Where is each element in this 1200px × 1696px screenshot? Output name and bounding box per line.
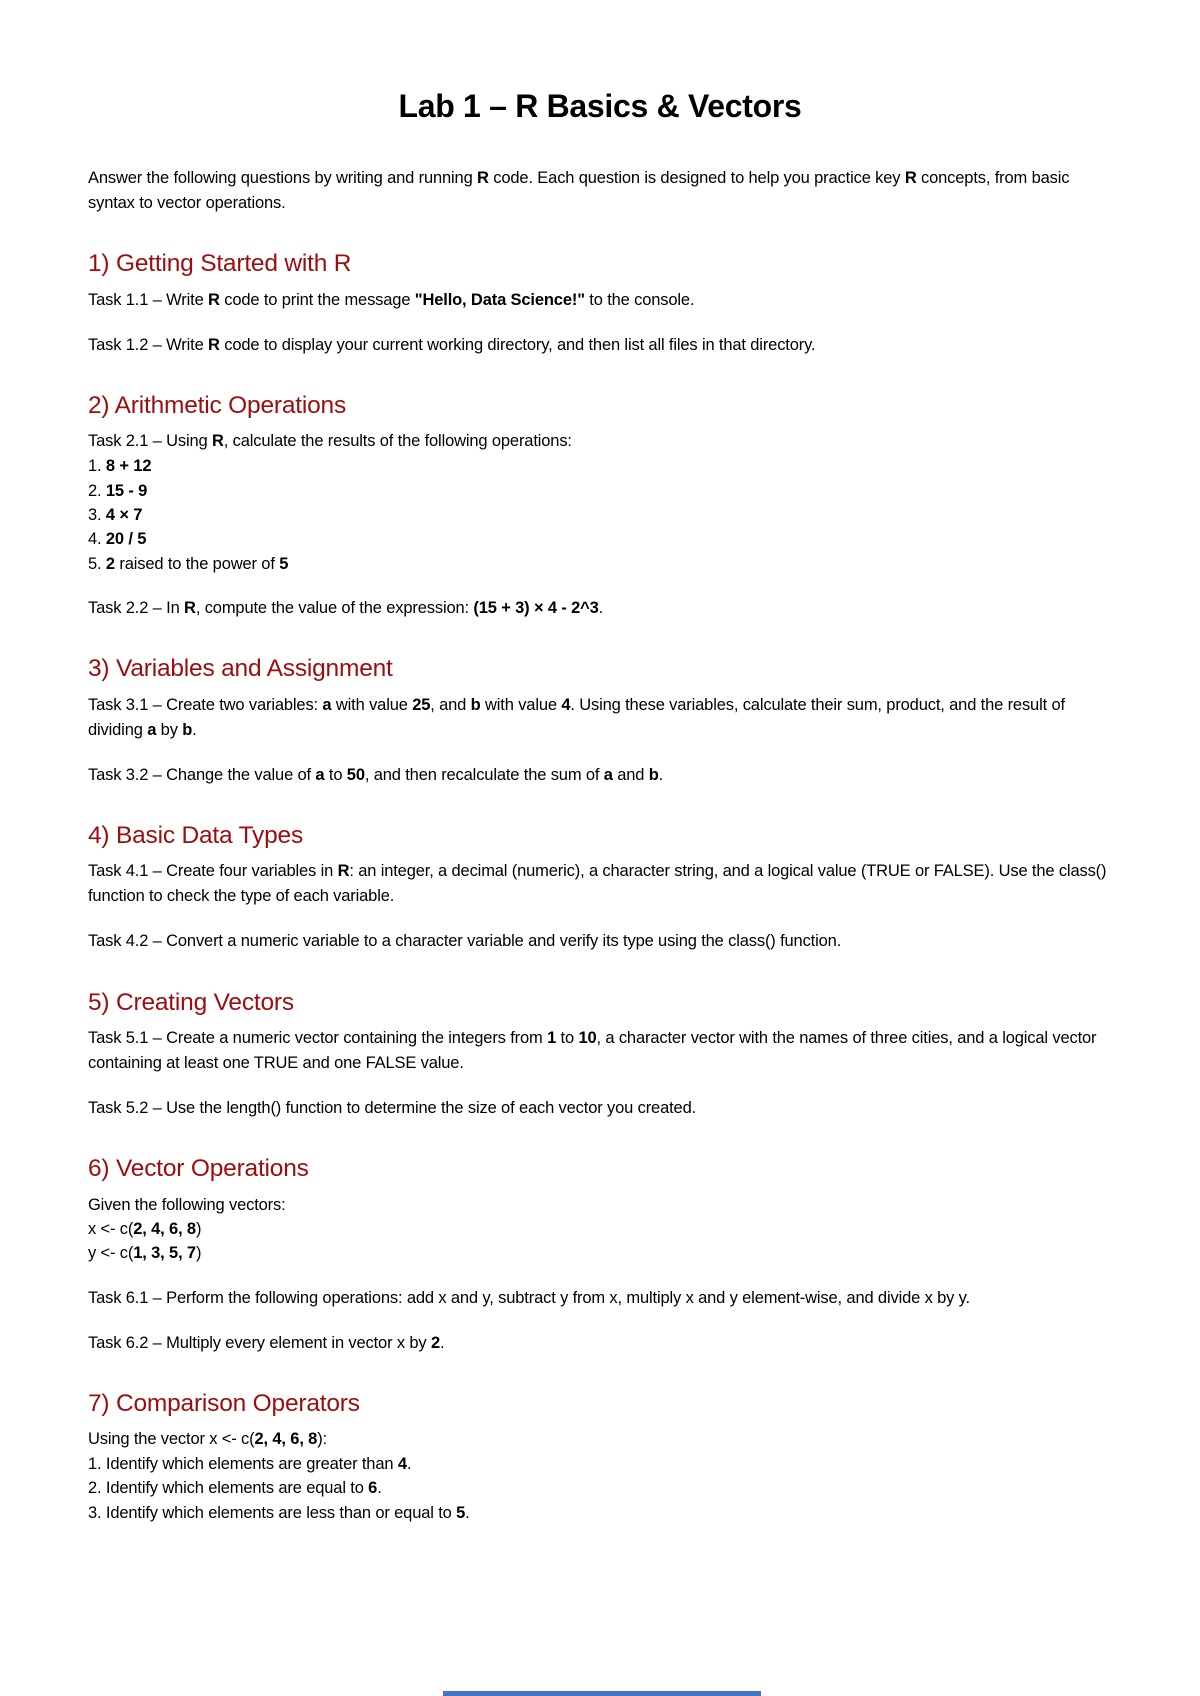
list-item: 5. 2 raised to the power of 5	[88, 554, 289, 573]
task-5-2: Task 5.2 – Use the length() function to determine the size of each vector you created.	[88, 1099, 697, 1118]
task-2-2: Task 2.2 – In R, compute the value of the expression: (15 + 3) × 4 - 2^3.	[88, 599, 604, 618]
task-2-1: Task 2.1 – Using R, calculate the results of the following operations:	[88, 432, 572, 451]
task-6-2: Task 6.2 – Multiply every element in vector x by 2.	[88, 1333, 445, 1352]
list-item: 1. 8 + 12	[88, 457, 152, 476]
section-2-heading: 2) Arithmetic Operations	[88, 391, 347, 419]
code-line-x-vector: x <- c(2, 4, 6, 8)	[88, 1219, 202, 1238]
using-vector-label: Using the vector x <- c(2, 4, 6, 8):	[88, 1430, 327, 1449]
task-4-1: Task 4.1 – Create four variables in R: an integer, a decimal (numeric), a character string, and a logical value (TRUE or FALSE). Use the class() function to check the type of each variable.	[88, 862, 1107, 906]
task-6-1: Task 6.1 – Perform the following operations: add x and y, subtract y from x, multiply x and y element-wise, and divide x by y.	[88, 1288, 970, 1307]
section-5-heading: 5) Creating Vectors	[88, 988, 294, 1016]
section-arithmetic-operations	[88, 391, 1112, 622]
given-vectors-label: Given the following vectors:	[88, 1195, 286, 1214]
section-7-heading: 7) Comparison Operators	[88, 1389, 360, 1417]
section-getting-started	[88, 249, 1112, 358]
intro-paragraph: Answer the following questions by writing and running R code. Each question is designed to help you practice key R concepts, from basic syntax to vector operations.	[88, 169, 1070, 213]
bottom-blue-banner-edge	[443, 1691, 761, 1696]
section-comparison-operators	[88, 1389, 1112, 1525]
list-item: 4. 20 / 5	[88, 530, 147, 549]
task-5-1: Task 5.1 – Create a numeric vector containing the integers from 1 to 10, a character vector with the names of three cities, and a logical vector containing at least one TRUE and one FALSE value.	[88, 1028, 1097, 1072]
list-item: 2. Identify which elements are equal to 6.	[88, 1479, 382, 1498]
task-1-1: Task 1.1 – Write R code to print the message "Hello, Data Science!" to the console.	[88, 290, 695, 309]
section-variables-assignment	[88, 654, 1112, 788]
section-3-heading: 3) Variables and Assignment	[88, 655, 393, 683]
page-title: Lab 1 – R Basics & Vectors	[398, 88, 802, 124]
task-3-1: Task 3.1 – Create two variables: a with value 25, and b with value 4. Using these variables, calculate their sum, product, and the result of dividing a by b.	[88, 695, 1065, 739]
list-item: 3. 4 × 7	[88, 505, 143, 524]
task-4-2: Task 4.2 – Convert a numeric variable to a character variable and verify its type using the class() function.	[88, 932, 842, 951]
section-4-heading: 4) Basic Data Types	[88, 821, 303, 849]
section-basic-data-types	[88, 821, 1112, 955]
section-1-heading: 1) Getting Started with R	[88, 250, 352, 278]
task-1-2: Task 1.2 – Write R code to display your current working directory, and then list all files in that directory.	[88, 335, 816, 354]
section-creating-vectors	[88, 988, 1112, 1122]
list-item: 2. 15 - 9	[88, 481, 148, 500]
section-6-heading: 6) Vector Operations	[88, 1155, 309, 1183]
task-3-2: Task 3.2 – Change the value of a to 50, and then recalculate the sum of a and b.	[88, 765, 664, 784]
list-item: 3. Identify which elements are less than or equal to 5.	[88, 1503, 470, 1522]
code-line-y-vector: y <- c(1, 3, 5, 7)	[88, 1244, 202, 1263]
section-vector-operations	[88, 1154, 1112, 1356]
list-item: 1. Identify which elements are greater than 4.	[88, 1454, 412, 1473]
